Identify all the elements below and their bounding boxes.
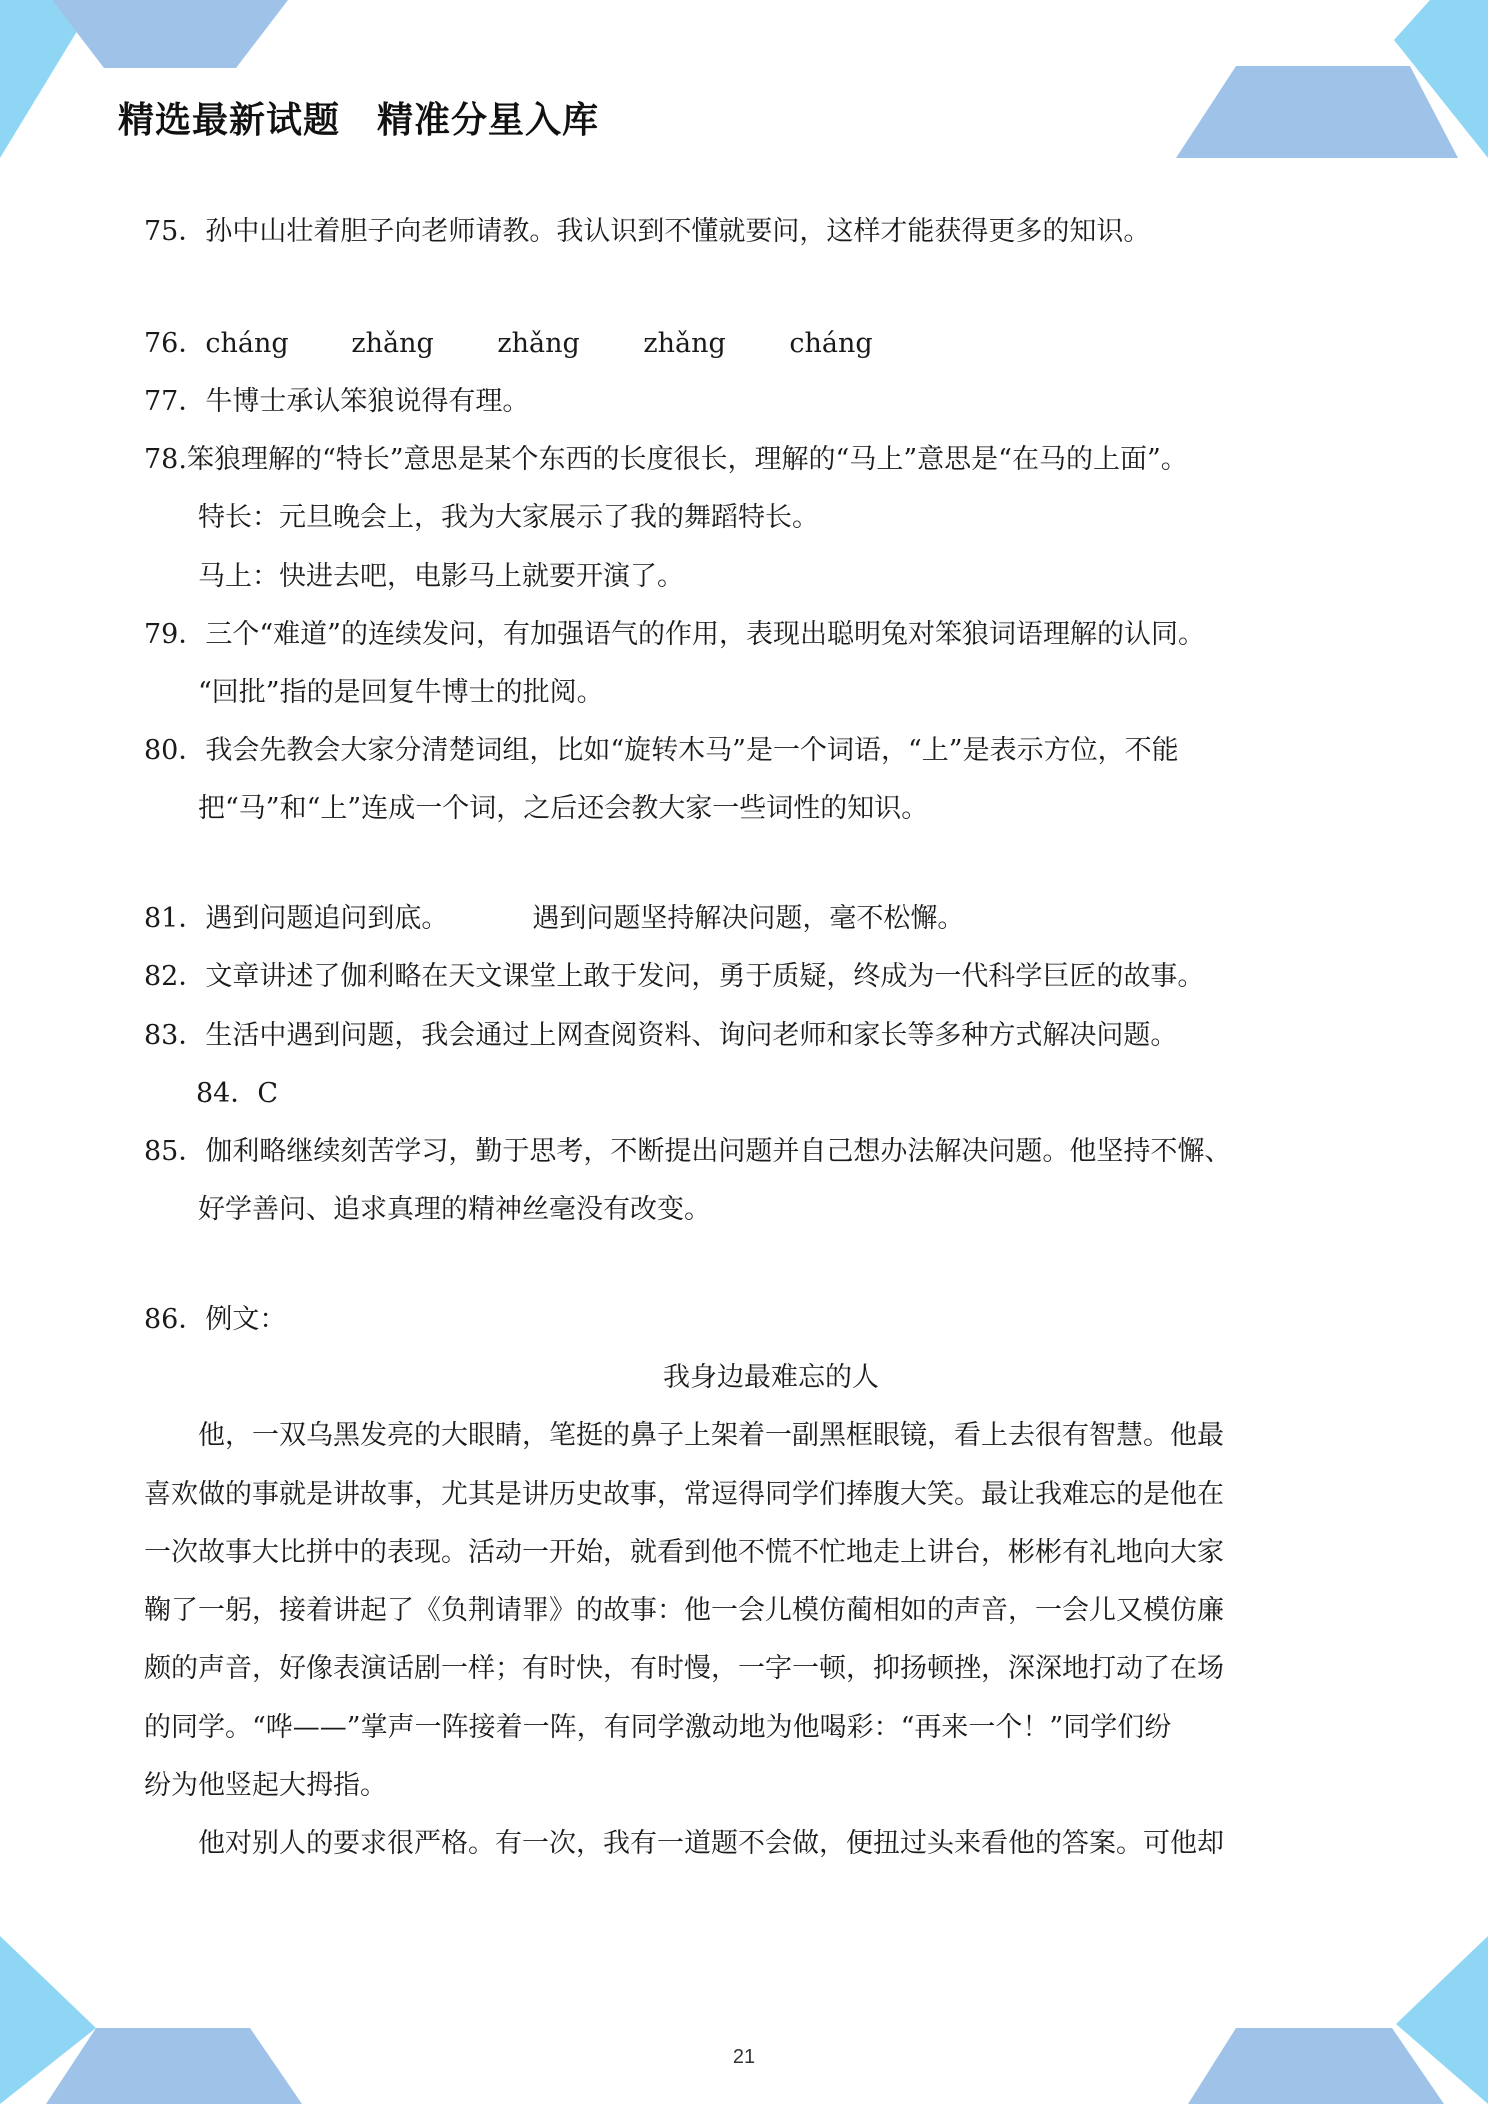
answer-number: 83． (144, 1020, 206, 1051)
answer-number: 79． (144, 619, 206, 650)
answer-text: 三个“难道”的连续发问，有加强语气的作用，表现出聪明兔对笨狼词语理解的认同。 (205, 619, 1205, 650)
answer-number: 78. (144, 444, 187, 475)
header-title: 精选最新试题 精准分星入库 (118, 100, 600, 141)
essay-line-4: 鞠了一躬，接着讲起了《负荆请罪》的故事：他一会儿模仿蔺相如的声音，一会儿又模仿廉 (144, 1595, 1224, 1626)
answer-number: 75． (144, 216, 206, 247)
answer-number: 82． (144, 961, 206, 992)
answer-part-1: 遇到问题追问到底。 (205, 903, 449, 934)
answer-number: 76． (144, 328, 206, 359)
answer-text: 例文： (205, 1304, 287, 1335)
answer-82 (144, 961, 1204, 993)
answer-80 (144, 735, 1179, 767)
answer-80-line-2: 把“马”和“上”连成一个词，之后还会教大家一些词性的知识。 (198, 793, 929, 824)
pinyin-5: cháng (789, 328, 873, 359)
answer-number: 86． (144, 1304, 206, 1335)
answer-text: 笨狼理解的“特长”意思是某个东西的长度很长，理解的“马上”意思是“在马的上面”。 (186, 444, 1188, 475)
essay-line-7: 纷为他竖起大拇指。 (144, 1770, 387, 1801)
essay-line-6: 的同学。“哗——”掌声一阵接着一阵，有同学激动地为他喝彩：“再来一个！”同学们纷 (144, 1712, 1172, 1743)
answer-number: 85． (144, 1136, 206, 1167)
essay-line-2: 喜欢做的事就是讲故事，尤其是讲历史故事，常逗得同学们捧腹大笑。最让我难忘的是他在 (144, 1479, 1224, 1510)
essay-line-3: 一次故事大比拼中的表现。活动一开始，就看到他不慌不忙地走上讲台，彬彬有礼地向大家 (144, 1537, 1224, 1568)
answer-85 (144, 1136, 1231, 1168)
answer-text: C (257, 1078, 279, 1109)
pinyin-2: zhǎng (351, 328, 434, 359)
answer-78-line-3: 马上：快进去吧，电影马上就要开演了。 (198, 561, 684, 592)
answer-83 (144, 1020, 1177, 1052)
answer-text: 文章讲述了伽利略在天文课堂上敢于发问，勇于质疑，终成为一代科学巨匠的故事。 (205, 961, 1205, 992)
answer-number: 77． (144, 386, 206, 417)
essay-line-8: 他对别人的要求很严格。有一次，我有一道题不会做，便扭过头来看他的答案。可他却 (198, 1828, 1224, 1859)
pinyin-1: cháng (205, 328, 289, 359)
answer-79-line-2: “回批”指的是回复牛博士的批阅。 (198, 677, 604, 708)
answer-text: 牛博士承认笨狼说得有理。 (205, 386, 530, 417)
answer-78-line-2: 特长：元旦晚会上，我为大家展示了我的舞蹈特长。 (198, 502, 819, 533)
answer-85-line-2: 好学善问、追求真理的精神丝毫没有改变。 (198, 1194, 711, 1225)
answer-number: 84． (196, 1078, 258, 1109)
answer-84 (196, 1078, 278, 1110)
answer-text: 我会先教会大家分清楚词组，比如“旋转木马”是一个词语，“上”是表示方位，不能 (205, 735, 1179, 766)
answer-76 (144, 328, 935, 360)
page-number: 21 (732, 2046, 756, 2068)
answer-81 (144, 903, 964, 935)
answer-77 (144, 386, 529, 418)
essay-line-5: 颇的声音，好像表演话剧一样；有时快，有时慢，一字一顿，抑扬顿挫，深深地打动了在场 (144, 1653, 1224, 1684)
answer-text: 生活中遇到问题，我会通过上网查阅资料、询问老师和家长等多种方式解决问题。 (205, 1020, 1178, 1051)
essay-line-1: 他，一双乌黑发亮的大眼睛，笔挺的鼻子上架着一副黑框眼镜，看上去很有智慧。他最 (198, 1420, 1224, 1451)
answer-number: 80． (144, 735, 206, 766)
answer-86 (144, 1304, 286, 1336)
answer-text: 伽利略继续刻苦学习，勤于思考，不断提出问题并自己想办法解决问题。他坚持不懈、 (205, 1136, 1232, 1167)
answer-number: 81． (144, 903, 206, 934)
answer-79 (144, 619, 1205, 651)
answer-75 (144, 216, 1150, 248)
pinyin-3: zhǎng (497, 328, 580, 359)
essay-title: 我身边最难忘的人 (663, 1362, 879, 1393)
answer-78 (144, 444, 1188, 476)
answer-part-2: 遇到问题坚持解决问题，毫不松懈。 (532, 903, 965, 934)
pinyin-4: zhǎng (643, 328, 726, 359)
answer-text: 孙中山壮着胆子向老师请教。我认识到不懂就要问，这样才能获得更多的知识。 (205, 216, 1151, 247)
